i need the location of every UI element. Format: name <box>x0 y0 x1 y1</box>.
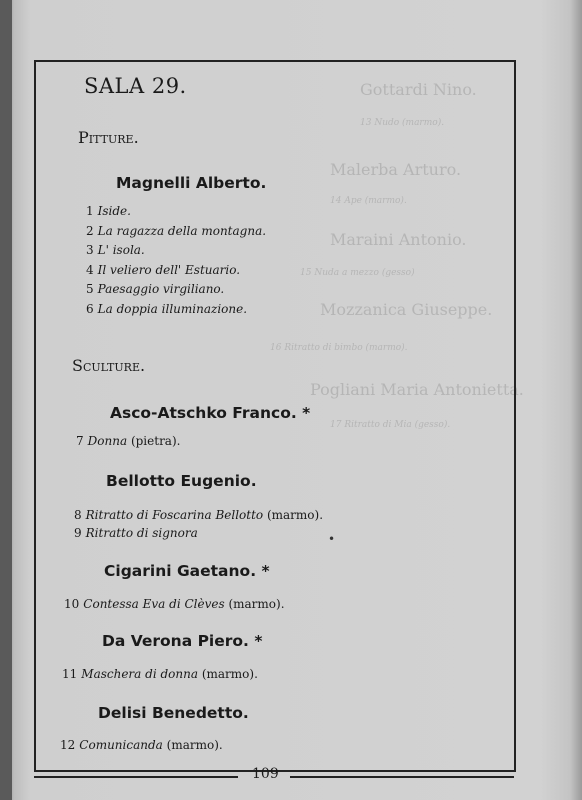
artist-name: Magnelli Alberto. <box>116 174 267 192</box>
catalog-entry <box>76 434 180 448</box>
room-title: SALA 29. <box>84 74 187 98</box>
entry-title: L' isola. <box>97 243 145 257</box>
entry-number: 3 <box>86 243 94 257</box>
book-spine <box>0 0 12 800</box>
section-heading-sculptures: Sculture. <box>72 356 146 375</box>
artist-name: Cigarini Gaetano. * <box>104 562 270 580</box>
footer-rule-right <box>290 776 514 778</box>
entry-title: Maschera di donna <box>81 667 198 681</box>
entry-material: (marmo). <box>228 597 285 611</box>
entry-material: (marmo). <box>166 738 223 752</box>
bleed-through-text: Gottardi Nino. <box>360 80 477 99</box>
page-number: 109 <box>252 766 279 782</box>
entry-title: Contessa Eva di Clèves <box>83 597 225 611</box>
entry-title: La ragazza della montagna. <box>97 224 267 238</box>
catalog-entry <box>86 282 224 296</box>
section-heading-paintings: Pitture. <box>78 128 139 147</box>
catalog-entry <box>86 204 131 218</box>
bleed-through-text: Mozzanica Giuseppe. <box>320 300 493 319</box>
artist-name: Bellotto Eugenio. <box>106 472 257 490</box>
artist-name: Delisi Benedetto. <box>98 704 249 722</box>
artist-name: Asco-Atschko Franco. * <box>110 404 311 422</box>
bleed-through-text: 14 Ape (marmo). <box>330 196 407 206</box>
entry-number: 10 <box>64 597 80 611</box>
entry-title: Paesaggio virgiliano. <box>97 282 225 296</box>
stray-mark: • <box>328 532 336 546</box>
bleed-through-text: Maraini Antonio. <box>330 230 467 249</box>
catalog-entry <box>74 508 323 522</box>
catalog-entry <box>74 526 198 540</box>
catalog-entry <box>86 302 247 316</box>
entry-number: 6 <box>86 302 94 316</box>
artist-name: Da Verona Piero. * <box>102 632 263 650</box>
entry-material: (marmo). <box>266 508 324 522</box>
entry-title: La doppia illuminazione. <box>97 302 248 316</box>
catalog-entry <box>64 597 285 611</box>
entry-number: 11 <box>62 667 78 681</box>
entry-number: 4 <box>86 263 94 277</box>
entry-title: Ritratto di signora <box>85 526 198 540</box>
catalog-entry <box>86 224 266 238</box>
catalog-entry <box>86 243 145 257</box>
entry-title: Donna <box>87 434 128 448</box>
entry-number: 7 <box>76 434 84 448</box>
bleed-through-text: 17 Ritratto di Mia (gesso). <box>330 420 451 430</box>
entry-title: Comunicanda <box>79 738 163 752</box>
bleed-through-text: 13 Nudo (marmo). <box>360 118 445 128</box>
entry-material: (marmo). <box>201 667 258 681</box>
entry-number: 9 <box>74 526 82 540</box>
catalog-frame <box>34 60 516 772</box>
catalog-entry <box>62 667 258 681</box>
bleed-through-text: Malerba Arturo. <box>330 160 462 179</box>
entry-number: 5 <box>86 282 94 296</box>
catalog-entry <box>86 263 240 277</box>
catalog-entry <box>60 738 223 752</box>
bleed-through-text: 15 Nuda a mezzo (gesso) <box>300 268 415 278</box>
entry-number: 8 <box>74 508 82 522</box>
bleed-through-text: Pogliani Maria Antonietta. <box>310 380 524 399</box>
entry-number: 12 <box>60 738 76 752</box>
footer-rule-left <box>34 776 238 778</box>
entry-material: (pietra). <box>130 434 181 448</box>
entry-number: 2 <box>86 224 94 238</box>
entry-number: 1 <box>86 204 94 218</box>
bleed-through-text: 16 Ritratto di bimbo (marmo). <box>270 343 408 353</box>
entry-title: Ritratto di Foscarina Bellotto <box>85 508 264 522</box>
entry-title: Iside. <box>97 204 131 218</box>
entry-title: Il veliero dell' Estuario. <box>97 263 241 277</box>
